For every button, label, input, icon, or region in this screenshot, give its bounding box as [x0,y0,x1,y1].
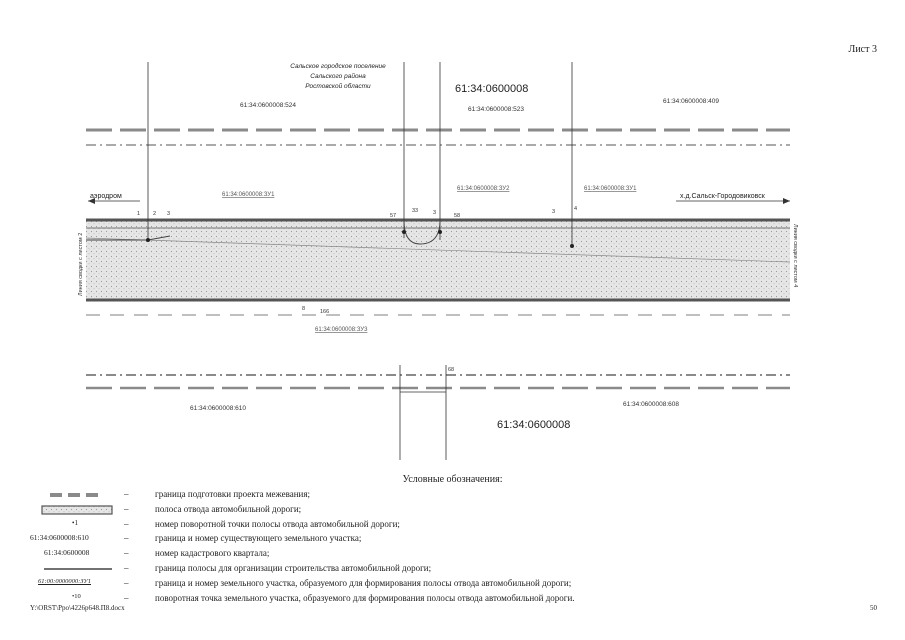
parcel-label-524: 61:34:0600008:524 [240,102,297,109]
legend-title: Условные обозначения: [402,474,503,485]
legend-symbol-new-turning-point: •10 [72,592,81,600]
point-label: 33 [412,208,419,214]
parcel-label-409: 61:34:0600008:409 [663,98,720,105]
point-label: 57 [390,213,397,219]
quarter-label-top: 61:34:0600008 [455,83,529,95]
legend-text: граница подготовки проекта межевания; [155,489,311,499]
turning-point-marker [438,230,442,234]
legend-symbol-construction-strip [30,562,118,576]
new-parcel-label-zu3: 61:34:0600008:ЗУ3 [315,327,368,333]
legend-row: •1 – номер поворотной точки полосы отвода автомобильной дороги; [30,518,670,533]
arrow-right-icon [783,198,790,204]
legend-text: полоса отвода автомобильной дороги; [155,503,302,514]
turning-point-marker [570,244,574,248]
new-parcel-label-zu1: 61:34:0600008:ЗУ1 [222,192,275,198]
legend-row: 61:34:0600008 – номер кадастрового квартала; [30,547,670,562]
legend-row: – граница полосы для организации строительства автомобильной дороги; [30,562,670,577]
parcel-label-608: 61:34:0600008:608 [623,401,680,408]
legend-row: – граница подготовки проекта межевания; [30,488,670,503]
region-line-3: Ростовской области [305,83,371,90]
point-label: 8 [302,306,306,312]
legend-text: номер поворотной точки полосы отвода автомобильной дороги; [155,518,400,529]
point-label: 3 [552,209,556,215]
legend-row: •10 – поворотная точка земельного участка, образуемого для формирования полосы отвода автомобильной дороги. [30,592,670,607]
legend-row: 61:34:0600008:610 – граница и номер существующего земельного участка; [30,532,670,547]
direction-right-label: х.д.Сальск-Городовиковск [680,193,765,200]
legend-symbol-quarter: 61:34:0600008 [44,548,90,558]
legend-symbol-project-boundary [30,488,118,502]
legend-text: граница и номер земельного участка, образуемого для формирования полосы отвода автомобильной дороги; [155,577,572,588]
point-label: 3 [433,210,437,216]
turning-point-marker [146,238,150,242]
sheet-label: Лист 3 [848,44,877,55]
legend-symbol-existing-parcel: 61:34:0600008:610 [30,533,89,543]
region-line-2: Сальского района [310,73,366,80]
point-label: 4 [574,206,578,212]
point-label: 2 [153,211,157,217]
point-label: 58 [454,213,461,219]
parcel-label-523: 61:34:0600008:523 [468,106,525,113]
legend-text: номер кадастрового квартала; [155,548,270,559]
point-label: 3 [167,211,171,217]
parcel-label-610: 61:34:0600008:610 [190,405,247,412]
footer-file-path: Y:\ORST\Ppo\4226p648.П8.docx [30,604,125,612]
legend-symbol-new-parcel: 61:00:0000000:ЗУ1 [38,577,91,585]
legend-row: 61:00:0000000:ЗУ1 – граница и номер земельного участка, образуемого для формирования полосы отвода автомобильной дороги; [30,577,670,592]
direction-left-label: аэродром [90,193,122,200]
point-label: 166 [320,309,330,315]
match-line-left: Линия сводки с листом 2 [78,232,84,296]
legend-text: поворотная точка земельного участка, образуемого для формирования полосы отвода автомобильной дороги. [155,592,575,603]
match-line-right: Линия сводки с листом 4 [792,224,798,288]
turning-point-marker [402,230,406,234]
new-parcel-label-zu1b: 61:34:0600008:ЗУ1 [584,186,637,192]
page-number: 50 [870,604,877,612]
legend-text: граница и номер существующего земельного участка; [155,533,362,544]
new-parcel-label-zu2: 61:34:0600008:ЗУ2 [457,186,510,192]
quarter-label-bottom: 61:34:0600008 [497,419,571,431]
legend-row: – полоса отвода автомобильной дороги; [30,503,670,518]
legend-symbol-turning-point: •1 [72,518,78,527]
legend [30,488,670,606]
point-label: 1 [137,211,141,217]
point-label: 68 [448,367,455,373]
legend-text: граница полосы для организации строительства автомобильной дороги; [155,562,432,573]
legend-symbol-road-strip [30,503,118,517]
region-line-1: Сальское городское поселение [290,63,386,70]
